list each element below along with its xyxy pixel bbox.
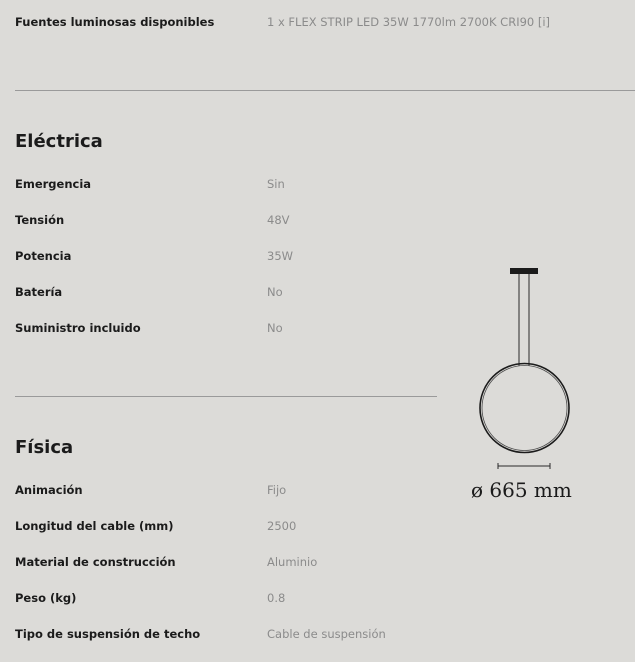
ring-outer [480, 364, 569, 453]
spec-value: 48V [267, 213, 290, 227]
spec-value: Fijo [267, 483, 287, 497]
diameter-label: ø 665 mm [471, 478, 572, 502]
spec-value: Sin [267, 177, 285, 191]
spec-value: Aluminio [267, 555, 318, 569]
spec-value: 2500 [267, 519, 297, 533]
spec-label: Potencia [15, 249, 72, 263]
lamp-drawing-svg [460, 262, 590, 507]
ring-inner [482, 366, 567, 451]
section-title-electrica: Eléctrica [15, 131, 103, 152]
spec-label: Animación [15, 483, 83, 497]
ceiling-canopy [510, 268, 538, 274]
spec-value: No [267, 285, 283, 299]
spec-value: 35W [267, 249, 294, 263]
spec-label: Longitud del cable (mm) [15, 519, 174, 533]
spec-label: Tensión [15, 213, 65, 227]
pendant-ring-lamp-drawing [460, 262, 590, 507]
section-divider [15, 396, 437, 397]
spec-value: 1 x FLEX STRIP LED 35W 1770lm 2700K CRI90 [i] [267, 15, 551, 29]
spec-value: Cable de suspensión [267, 627, 386, 641]
spec-label: Material de construcción [15, 555, 176, 569]
spec-label: Batería [15, 285, 63, 299]
section-title-fisica: Física [15, 437, 74, 458]
spec-label: Peso (kg) [15, 591, 77, 605]
spec-label: Tipo de suspensión de techo [15, 627, 201, 641]
spec-label: Suministro incluido [15, 321, 141, 335]
spec-label: Fuentes luminosas disponibles [15, 15, 215, 29]
spec-value: 0.8 [267, 591, 286, 605]
spec-value: No [267, 321, 283, 335]
section-divider [15, 90, 635, 91]
spec-label: Emergencia [15, 177, 92, 191]
